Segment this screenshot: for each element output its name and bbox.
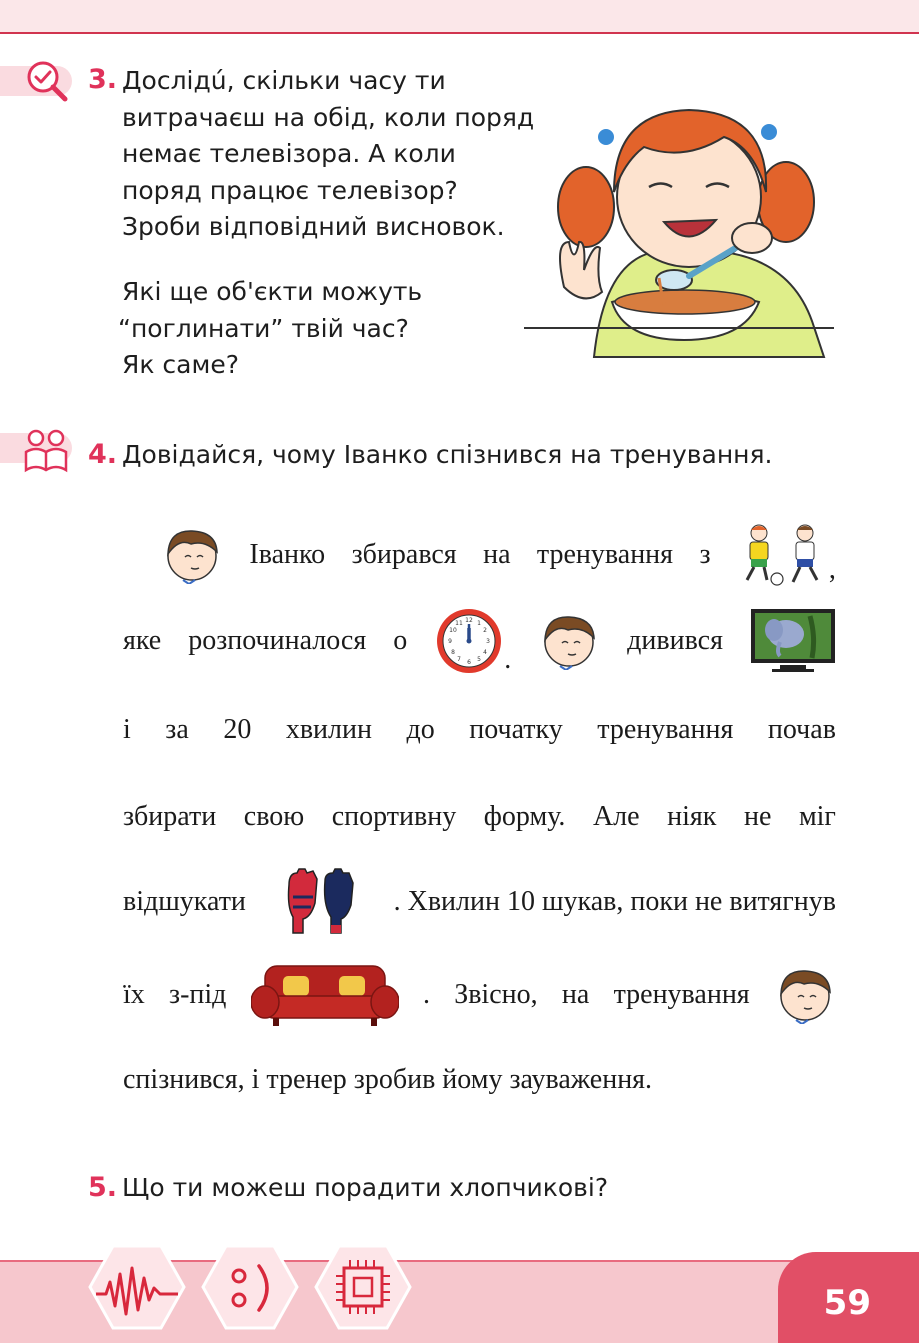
story-word: Звісно,: [454, 979, 538, 1010]
task-3-question-line: “поглинати” твій час?: [118, 313, 409, 343]
goalkeeper-gloves-icon: [285, 867, 357, 937]
story-word: з: [699, 539, 711, 570]
task-3-line: Дослідú, скільки часу ти: [122, 66, 446, 95]
red-sofa-icon: [251, 962, 399, 1028]
story-word: тренування: [597, 714, 734, 745]
story-word: спортивну: [331, 801, 457, 832]
task-3-question-line: Як саме?: [122, 350, 239, 379]
story-word: до: [406, 714, 435, 745]
story-line-6: [123, 960, 836, 1030]
story-punctuation: .: [504, 644, 512, 675]
story-word: [434, 606, 511, 676]
boy-face-icon: [774, 966, 836, 1024]
story-word: тренування: [613, 979, 750, 1010]
story-punctuation: ,: [828, 554, 836, 585]
svg-text:4: 4: [483, 649, 488, 656]
story-word: . Хвилин 10 шукав, поки не витягнув: [393, 886, 836, 917]
task-3-question-line: Які ще об'єкти можуть: [122, 277, 423, 306]
boy-face-icon: [161, 526, 223, 584]
story-word: о: [393, 625, 408, 656]
svg-text:6: 6: [467, 659, 472, 666]
story-word: .: [422, 979, 430, 1010]
svg-text:10: 10: [449, 627, 458, 634]
story-word: відшукати: [123, 886, 246, 917]
page-number: 59: [823, 1283, 871, 1323]
girl-eating-soup-illustration: [524, 92, 834, 362]
research-magnifier-icon: [24, 58, 70, 104]
story-word: міг: [798, 801, 836, 832]
story-word: розпочиналося: [188, 625, 367, 656]
story-word: [737, 524, 836, 586]
story-line-3: [123, 710, 836, 750]
svg-text:3: 3: [486, 638, 491, 645]
tv-icon: [750, 608, 836, 674]
story-word: дивився: [627, 625, 723, 656]
svg-text:7: 7: [457, 656, 462, 663]
top-band: [0, 0, 919, 34]
story-word: почав: [767, 714, 836, 745]
story-word: яке: [123, 625, 162, 656]
story-word: не: [743, 801, 772, 832]
svg-text:2: 2: [483, 627, 488, 634]
story-word: збирати: [123, 801, 217, 832]
task-3-question: [118, 274, 422, 384]
boy-face-icon: [538, 612, 600, 670]
story-line-4: [123, 797, 836, 837]
task-3-line: витрачаєш на обід, коли поряд: [122, 102, 535, 132]
smile-icon: [201, 1244, 299, 1330]
clock-icon: [434, 606, 504, 676]
task-4-number: 4.: [88, 439, 118, 470]
task-3-number: 3.: [88, 64, 118, 95]
svg-text:1: 1: [477, 620, 482, 627]
story-word: на: [561, 979, 590, 1010]
svg-text:8: 8: [451, 649, 456, 656]
svg-text:5: 5: [477, 656, 482, 663]
story-word: збирався: [351, 539, 457, 570]
story-word: тренування: [536, 539, 674, 570]
svg-text:9: 9: [448, 638, 453, 645]
story-word: і: [123, 714, 131, 745]
task-4-text: Довідайся, чому Іванко спізнився на тренування.: [122, 440, 773, 469]
story-word: спізнився, і тренер зробив йому зауваження.: [123, 1064, 653, 1095]
story-line-1: [123, 526, 836, 584]
story-line-7: [123, 1060, 836, 1100]
football-players-icon: [737, 524, 829, 586]
task-3-text: [122, 63, 534, 246]
task-5-text: Що ти можеш порадити хлопчикові?: [122, 1173, 609, 1202]
story-word: на: [483, 539, 511, 570]
chip-icon: [314, 1244, 412, 1330]
story-word: їх: [123, 979, 145, 1010]
task-3-line: Зроби відповідний висновок.: [122, 212, 505, 241]
story-word: початку: [469, 714, 563, 745]
story-line-5: [123, 866, 836, 938]
story-word: за: [165, 714, 189, 745]
story-word: ніяк: [667, 801, 717, 832]
story-word: Але: [592, 801, 640, 832]
sound-wave-icon: [88, 1244, 186, 1330]
svg-text:12: 12: [465, 617, 474, 624]
story-word: свою: [243, 801, 305, 832]
reading-kids-icon: [22, 428, 70, 474]
task-3-line: немає телевізора. А коли: [122, 139, 456, 168]
task-5-number: 5.: [88, 1172, 118, 1203]
story-word: Іванко: [249, 539, 326, 570]
story-line-2: [123, 606, 836, 676]
story-word: хвилин: [285, 714, 372, 745]
svg-text:11: 11: [455, 620, 464, 627]
story-word: форму.: [483, 801, 566, 832]
story-word: з-під: [169, 979, 227, 1010]
task-3-line: поряд працює телевізор?: [122, 175, 458, 205]
story-word: 20: [223, 714, 252, 745]
